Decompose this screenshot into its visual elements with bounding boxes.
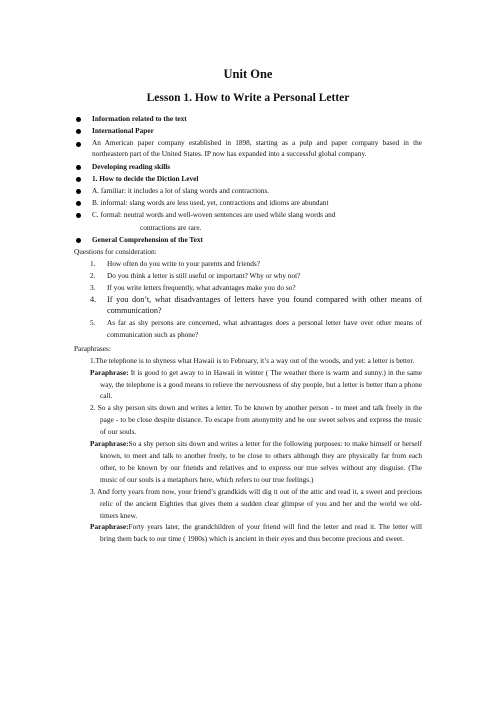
bullet-dot-icon — [76, 129, 81, 134]
unit-title: Unit One — [223, 67, 273, 81]
paraphrase-item — [74, 486, 422, 546]
bullet-dot-icon — [76, 117, 81, 122]
paraphrase-label: Paraphrase: — [90, 522, 129, 532]
bullet-item: A. familiar: it includes a lot of slang words and contractions. — [74, 185, 422, 197]
bullet-item: 1. How to decide the Diction Level — [74, 173, 422, 185]
bullet-item: An American paper company established in 1898, starting as a pulp and paper company based in the northeastern part of the United States. IP now has expanded into a successful global company. — [74, 138, 422, 159]
bullet-item: Information related to the text — [74, 113, 422, 125]
paraphrase-item — [74, 402, 422, 485]
paraphrases-heading: Paraphrases: — [74, 343, 111, 353]
paraphrase-label: Paraphrase: — [90, 439, 129, 449]
bullet-item: General Comprehension of the Text — [74, 234, 422, 246]
question-item: 4. If you don’t, what disadvantages of letters have you found compared with other means of communication? — [90, 294, 422, 316]
bullet-item: C. formal: neutral words and well-woven sentences are used while slang words and contractions are rare. — [74, 209, 422, 233]
paraphrase-item — [74, 355, 422, 403]
paraphrases-list — [74, 355, 422, 546]
lesson-title: Lesson 1. How to Write a Personal Letter — [146, 92, 350, 104]
paraphrase-explanation: Paraphrase: It is good to get away to in Hawaii in winter ( The weather there is warm and sunny.) in the same way, the telephone is a good means to relieve the nervousness of shy people, but a letter is better than a phone call. — [90, 367, 422, 401]
bullet-dot-icon — [76, 177, 81, 182]
paraphrase-quote: 1.The telephone is to shyness what Hawaii is to February, it’s a way out of the woods, and yet: a letter is better. — [90, 355, 415, 365]
bullet-continuation: contractions are rare. — [140, 222, 202, 232]
bullet-dot-icon — [76, 213, 81, 218]
question-item: 2. Do you think a letter is still useful or important? Why or why not? — [90, 270, 301, 280]
question-item: 3. If you write letters frequently, what advantages make you do so? — [90, 282, 296, 292]
questions-heading: Questions for consideration: — [74, 247, 157, 257]
bullet-dot-icon — [76, 165, 81, 170]
bullet-dot-icon — [76, 189, 81, 194]
bullet-item: B. informal: slang words are less used, yet, contractions and idioms are abundant — [74, 197, 422, 209]
bullet-dot-icon — [76, 201, 81, 206]
paraphrase-explanation: Paraphrase:Forty years later, the grandchildren of your friend will find the letter and read it. The letter will bring them back to our time ( 1980s) which is ancient in their eyes and thus become precious and sweet. — [90, 522, 422, 544]
paraphrase-quote: 3. And forty years from now, your friend’s grandkids will dig it out of the attic and read it, a sweet and precious relic of the ancient Eighties that gives them a sudden clear glimpse of you and her and the world we old-timers knew. — [90, 486, 422, 520]
question-item: 1. How often do you write to your parents and friends? — [90, 259, 260, 269]
question-item: 5. As far as shy persons are concerned, what advantages does a personal letter have over other means of communication such as phone? — [90, 317, 422, 339]
bullet-item: International Paper — [74, 125, 422, 137]
questions-list — [74, 258, 422, 341]
bullet-dot-icon — [76, 238, 81, 243]
bullet-dot-icon — [76, 142, 81, 147]
bullet-item: Developing reading skills — [74, 161, 422, 173]
paraphrase-label: Paraphrase: — [90, 367, 129, 377]
bullet-list — [74, 113, 422, 246]
paraphrase-explanation: Paraphrase:So a shy person sits down and writes a letter for the following purposes: to make himself or herself known, to meet and talk to another freely, to be close to others although they are physically far from each other, to be known by our friends and relatives and to express our true selves without any disguise. (The music of our souls is a metaphors here, which refers to our true feelings.) — [90, 439, 422, 484]
paraphrase-quote: 2. So a shy person sits down and writes a letter. To be known by another person - to meet and talk freely in the page - to be close despite distance. To escape from anonymity and be our sweet selves and express the music of our souls. — [90, 403, 422, 437]
